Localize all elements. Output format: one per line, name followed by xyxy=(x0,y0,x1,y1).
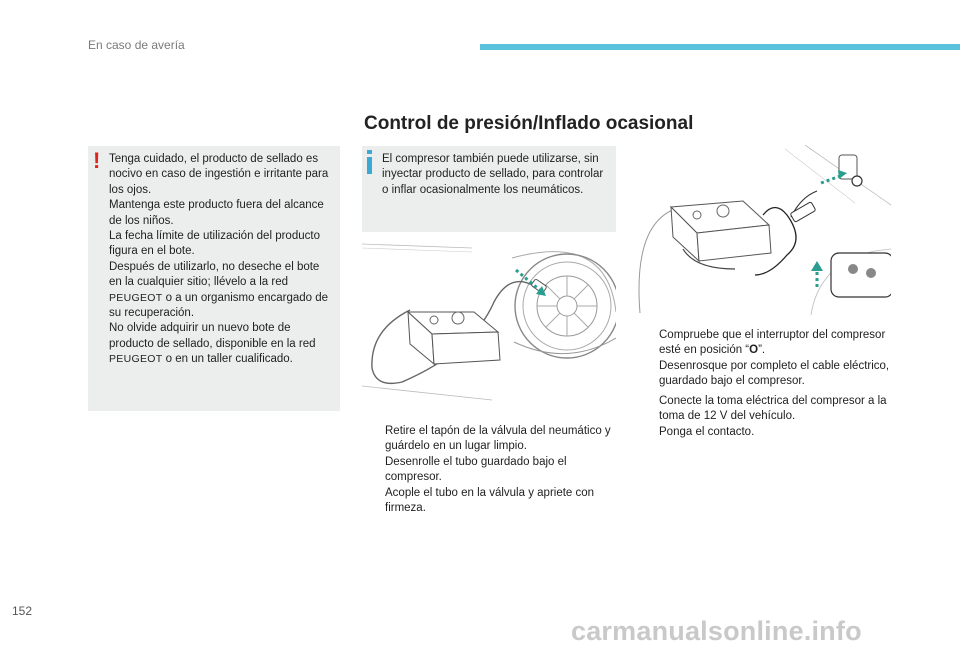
step-text: Acople el tubo en la válvula y apriete con firmeza. xyxy=(385,486,595,515)
compressor-wheel-illustration xyxy=(362,242,616,412)
page-number: 152 xyxy=(12,604,33,618)
list-item xyxy=(637,328,893,359)
step-text: Desenrosque por completo el cable eléctrico, guardado bajo el compresor. xyxy=(659,359,890,388)
warning-box xyxy=(88,146,340,411)
warning-paragraph: Tenga cuidado, el producto de sellado es nocivo en caso de ingestión e irritante para los ojos. xyxy=(109,153,329,196)
list-item xyxy=(363,486,617,517)
steps-right-list-a xyxy=(637,328,893,390)
warning-paragraph: o a un organismo encargado de su recuperación. xyxy=(109,291,329,320)
list-item xyxy=(637,359,893,390)
warning-paragraph: o en un taller cualificado. xyxy=(165,353,293,366)
warning-paragraph: No olvide adquirir un nuevo bote de producto de sellado, disponible en la red xyxy=(109,322,316,350)
section-header: En caso de avería xyxy=(88,38,185,52)
info-text: El compresor también puede utilizarse, sin inyectar producto de sellado, para controlar o inflar ocasionalmente los neumáticos. xyxy=(382,153,604,196)
warning-paragraph: Después de utilizarlo, no deseche el bote en la cualquier sitio; llévelo a la red xyxy=(109,260,320,289)
step-text: Desenrolle el tubo guardado bajo el compresor. xyxy=(385,455,567,484)
warning-paragraph: La fecha límite de utilización del producto figura en el bote. xyxy=(109,230,320,258)
list-item xyxy=(363,424,617,455)
step-text: Retire el tapón de la válvula del neumático y guárdelo en un lugar limpio. xyxy=(385,425,611,453)
section-color-bar xyxy=(480,44,960,50)
step-text: Conecte la toma eléctrica del compresor a la toma de 12 V del vehículo. xyxy=(659,395,887,423)
list-item xyxy=(637,394,893,425)
compressor-socket-illustration xyxy=(635,145,891,315)
step-text: Compruebe que el interruptor del compresor esté en posición “ xyxy=(659,329,886,357)
step-text: Ponga el contacto. xyxy=(659,425,755,438)
warning-paragraph: Mantenga este producto fuera del alcance de los niños. xyxy=(109,199,324,227)
step-text: ”. xyxy=(758,344,766,357)
list-item xyxy=(363,455,617,486)
switch-position-label: O xyxy=(749,344,759,357)
page-title: Control de presión/Inflado ocasional xyxy=(364,113,694,134)
steps-left-list xyxy=(363,424,617,516)
watermark: carmanualsonline.info xyxy=(571,616,862,646)
info-box xyxy=(362,146,616,232)
brand-name: PEUGEOT xyxy=(109,353,163,366)
warning-text xyxy=(109,152,335,368)
list-item xyxy=(637,425,893,440)
warning-icon: ! xyxy=(93,148,101,173)
info-icon xyxy=(366,150,374,174)
brand-name: PEUGEOT xyxy=(109,291,163,304)
steps-right-list-b xyxy=(637,394,893,440)
